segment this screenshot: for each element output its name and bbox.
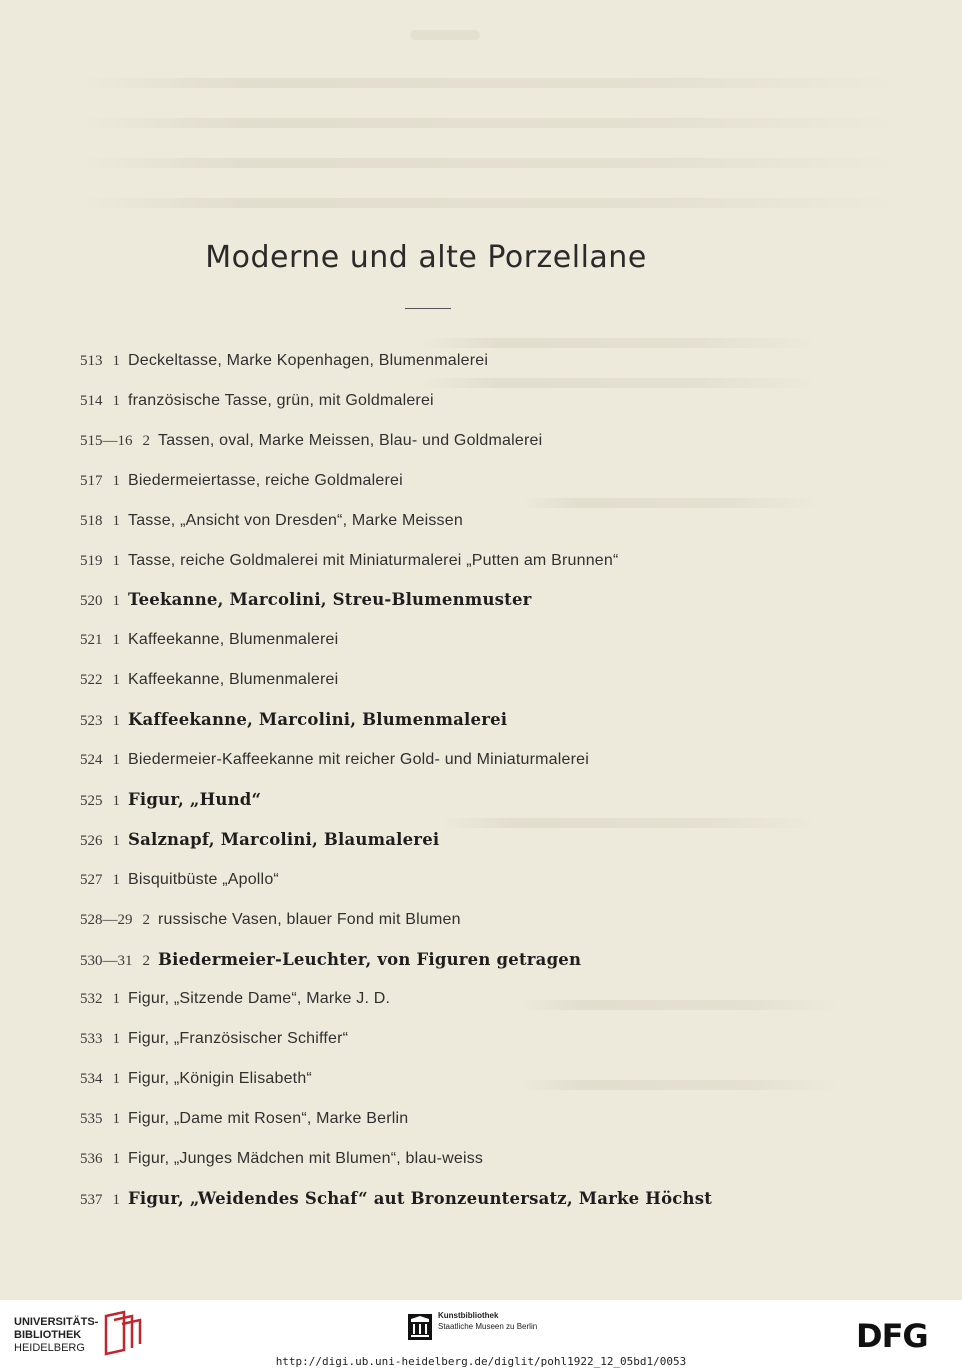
entry-description: Figur, „Junges Mädchen mit Blumen“, blau-weiss [128, 1150, 484, 1167]
entry-number: 514 [80, 393, 103, 409]
entry-quantity: 1 [112, 593, 120, 609]
kunstbibliothek-icon [408, 1314, 432, 1340]
entry-description: Salznapf, Marcolini, Blaumalerei [128, 830, 440, 849]
bleed-through-page-number [410, 30, 480, 40]
entry-quantity: 1 [112, 713, 120, 729]
entry-quantity: 1 [112, 553, 120, 569]
dfg-logo[interactable] [856, 1320, 948, 1350]
catalog-entry [80, 908, 461, 932]
bleed-through-line [440, 818, 820, 828]
entry-number: 515—16 [80, 433, 133, 449]
bleed-through-line [80, 78, 900, 88]
entry-description: russische Vasen, blauer Fond mit Blumen [158, 911, 461, 928]
entry-number: 513 [80, 353, 103, 369]
entry-number: 534 [80, 1071, 103, 1087]
bleed-through-line [520, 1080, 840, 1090]
catalog-entry [80, 1147, 483, 1171]
entry-description: Figur, „Sitzende Dame“, Marke J. D. [128, 990, 391, 1007]
entry-number: 532 [80, 991, 103, 1007]
entry-description: französische Tasse, grün, mit Goldmalerei [128, 392, 434, 409]
entry-quantity: 1 [112, 1111, 120, 1127]
bleed-through-line [80, 198, 900, 208]
catalog-entry [80, 1027, 348, 1051]
entry-description: Teekanne, Marcolini, Streu-Blumenmuster [128, 590, 532, 609]
catalog-entry [80, 948, 581, 972]
entry-description: Biedermeier-Leuchter, von Figuren getragen [158, 950, 582, 969]
entry-number: 528—29 [80, 912, 133, 928]
catalog-entry [80, 868, 279, 892]
kb-line1: Kunstbibliothek [438, 1311, 499, 1320]
entry-quantity: 1 [112, 1031, 120, 1047]
entry-description: Deckeltasse, Marke Kopenhagen, Blumenmalerei [128, 352, 489, 369]
catalog-entry [80, 349, 488, 373]
catalog-entry [80, 708, 507, 732]
entry-quantity: 1 [112, 991, 120, 1007]
entry-description: Figur, „Französischer Schiffer“ [128, 1030, 349, 1047]
entry-quantity: 1 [112, 513, 120, 529]
catalog-entry [80, 509, 463, 533]
catalog-entry [80, 987, 390, 1011]
ub-mark-icon [102, 1310, 142, 1356]
catalog-entry [80, 429, 542, 453]
entry-description: Bisquitbüste „Apollo“ [128, 871, 279, 888]
entry-description: Biedermeier-Kaffeekanne mit reicher Gold- und Miniaturmalerei [128, 751, 589, 768]
catalog-entry [80, 1067, 312, 1091]
bleed-through-line [420, 378, 820, 388]
bleed-through-line [420, 338, 820, 348]
entry-number: 526 [80, 833, 103, 849]
entry-quantity: 2 [142, 912, 150, 928]
catalog-entry [80, 389, 434, 413]
catalog-entry [80, 668, 338, 692]
entry-quantity: 1 [112, 872, 120, 888]
kunstbibliothek-text [438, 1310, 537, 1332]
ub-logo-line1: UNIVERSITÄTS- [14, 1316, 99, 1328]
entry-number: 519 [80, 553, 103, 569]
entry-quantity: 1 [112, 1192, 120, 1208]
entry-description: Figur, „Hund“ [128, 790, 262, 809]
catalog-entry [80, 748, 589, 772]
entry-description: Kaffeekanne, Blumenmalerei [128, 671, 339, 688]
entry-description: Tasse, „Ansicht von Dresden“, Marke Meissen [128, 512, 463, 529]
entry-quantity: 1 [112, 1071, 120, 1087]
entry-number: 536 [80, 1151, 103, 1167]
entry-description: Tasse, reiche Goldmalerei mit Miniaturmalerei „Putten am Brunnen“ [128, 552, 619, 569]
entry-description: Kaffeekanne, Marcolini, Blumenmalerei [128, 710, 508, 729]
entry-quantity: 1 [112, 353, 120, 369]
entry-quantity: 2 [142, 953, 150, 969]
title-divider [405, 308, 451, 309]
page-title: Moderne und alte Porzellane [205, 240, 647, 275]
entry-quantity: 1 [112, 473, 120, 489]
entry-number: 530—31 [80, 953, 133, 969]
entry-description: Figur, „Weidendes Schaf“ aut Bronzeuntersatz, Marke Höchst [128, 1189, 713, 1208]
entry-quantity: 1 [112, 632, 120, 648]
entry-number: 522 [80, 672, 103, 688]
entry-number: 517 [80, 473, 103, 489]
catalog-entry [80, 788, 261, 812]
entry-quantity: 1 [112, 793, 120, 809]
dfg-logo-text: DFG [856, 1320, 928, 1350]
ub-logo-text [14, 1316, 98, 1355]
entry-quantity: 1 [112, 672, 120, 688]
ub-logo-line2: BIBLIOTHEK [14, 1329, 82, 1341]
catalog-entry [80, 549, 619, 573]
entry-quantity: 1 [112, 833, 120, 849]
entry-number: 518 [80, 513, 103, 529]
entry-description: Kaffeekanne, Blumenmalerei [128, 631, 339, 648]
entry-quantity: 1 [112, 393, 120, 409]
entry-number: 525 [80, 793, 103, 809]
entry-quantity: 1 [112, 752, 120, 768]
entry-number: 537 [80, 1192, 103, 1208]
bleed-through-line [520, 498, 820, 508]
catalog-entry [80, 628, 338, 652]
ub-heidelberg-logo[interactable] [14, 1316, 144, 1360]
entry-number: 521 [80, 632, 103, 648]
entry-quantity: 2 [142, 433, 150, 449]
entry-number: 520 [80, 593, 103, 609]
catalog-entry [80, 1187, 712, 1211]
catalog-entry [80, 588, 532, 612]
entry-number: 533 [80, 1031, 103, 1047]
bleed-through-line [80, 158, 900, 168]
catalog-entry [80, 1107, 408, 1131]
entry-description: Tassen, oval, Marke Meissen, Blau- und Goldmalerei [158, 432, 543, 449]
entry-number: 527 [80, 872, 103, 888]
footer-bar [0, 1300, 962, 1371]
entry-description: Figur, „Königin Elisabeth“ [128, 1070, 312, 1087]
entry-description: Figur, „Dame mit Rosen“, Marke Berlin [128, 1110, 409, 1127]
entry-number: 535 [80, 1111, 103, 1127]
permalink-url[interactable]: http://digi.ub.uni-heidelberg.de/diglit/pohl1922_12_05bd1/0053 [275, 1355, 687, 1368]
bleed-through-line [80, 118, 900, 128]
entry-number: 524 [80, 752, 103, 768]
kb-line2: Staatliche Museen zu Berlin [438, 1322, 538, 1331]
entry-number: 523 [80, 713, 103, 729]
bleed-through-line [520, 1000, 840, 1010]
catalog-entry [80, 469, 403, 493]
entry-quantity: 1 [112, 1151, 120, 1167]
catalog-entry [80, 828, 439, 852]
kunstbibliothek-logo[interactable] [408, 1308, 578, 1344]
ub-logo-line3: HEIDELBERG [14, 1342, 85, 1354]
entry-description: Biedermeiertasse, reiche Goldmalerei [128, 472, 403, 489]
